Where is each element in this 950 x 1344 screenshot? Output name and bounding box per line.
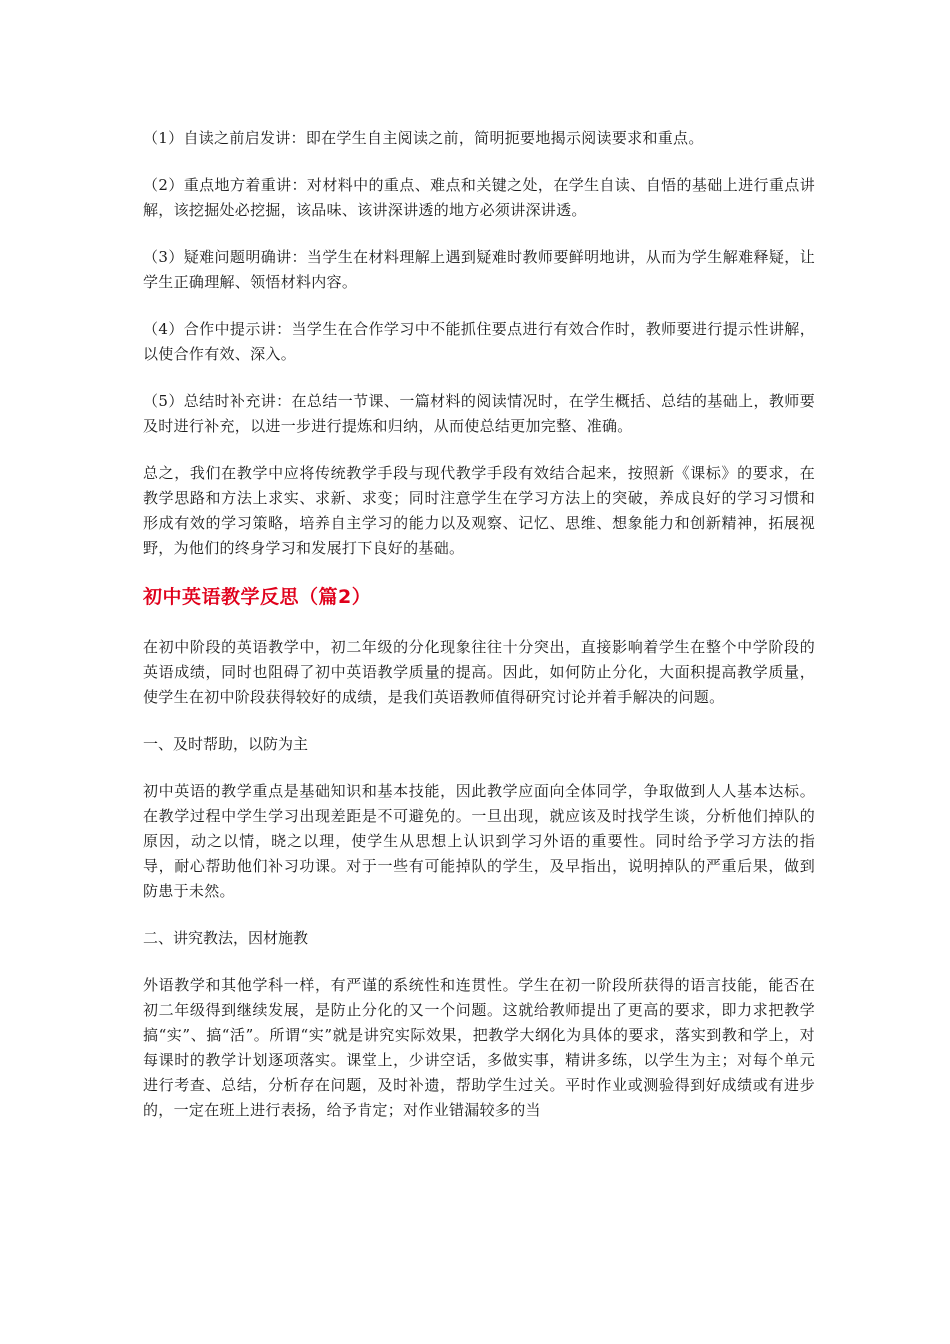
paragraph-lecture-2: （2）重点地方着重讲：对材料中的重点、难点和关键之处，在学生自读、自悟的基础上进行重点讲解，该挖掘处必挖掘，该品味、该讲深讲透的地方必须讲深讲透。 (143, 176, 815, 219)
paragraph-body-2: 外语教学和其他学科一样，有严谨的系统性和连贯性。学生在初一阶段所获得的语言技能，能否在初二年级得到继续发展，是防止分化的又一个问题。这就给教师提出了更高的要求，即力求把教学搞“实”、搞“活”。所谓“实”就是讲究实际效果，把教学大纲化为具体的要求，落实到教和学上，对每课时的教学计划逐项落实。课堂上，少讲空话，多做实事，精讲多练，以学生为主；对每个单元进行考查、总结，分析存在问题，及时补遗，帮助学生过关。平时作业或测验得到好成绩或有进步的，一定在班上进行表扬，给予肯定；对作业错漏较多的当 (143, 976, 815, 1119)
subheading-1: 一、及时帮助，以防为主 (143, 735, 309, 753)
paragraph-intro: 在初中阶段的英语教学中，初二年级的分化现象往往十分突出，直接影响着学生在整个中学阶段的英语成绩，同时也阻碍了初中英语教学质量的提高。因此，如何防止分化，大面积提高教学质量，使学生在初中阶段获得较好的成绩，是我们英语教师值得研究讨论并着手解决的问题。 (143, 638, 815, 706)
paragraph-body-1: 初中英语的教学重点是基础知识和基本技能，因此教学应面向全体同学，争取做到人人基本达标。在教学过程中学生学习出现差距是不可避免的。一旦出现，就应该及时找学生谈，分析他们掉队的原因，动之以情，晓之以理，使学生从思想上认识到学习外语的重要性。同时给予学习方法的指导，耐心帮助他们补习功课。对于一些有可能掉队的学生，及早指出，说明掉队的严重后果，做到防患于未然。 (143, 782, 815, 900)
paragraph-lecture-3: （3）疑难问题明确讲：当学生在材料理解上遇到疑难时教师要鲜明地讲，从而为学生解难释疑，让学生正确理解、领悟材料内容。 (143, 248, 815, 291)
subheading-2: 二、讲究教法，因材施教 (143, 929, 309, 947)
paragraph-lecture-5: （5）总结时补充讲：在总结一节课、一篇材料的阅读情况时，在学生概括、总结的基础上，教师要及时进行补充，以进一步进行提炼和归纳，从而使总结更加完整、准确。 (143, 392, 815, 435)
paragraph-lecture-1: （1）自读之前启发讲：即在学生自主阅读之前，简明扼要地揭示阅读要求和重点。 (143, 129, 704, 147)
paragraph-summary: 总之，我们在教学中应将传统教学手段与现代教学手段有效结合起来，按照新《课标》的要求，在教学思路和方法上求实、求新、求变；同时注意学生在学习方法上的突破，养成良好的学习习惯和形成有效的学习策略，培养自主学习的能力以及观察、记忆、思维、想象能力和创新精神，拓展视野，为他们的终身学习和发展打下良好的基础。 (143, 464, 815, 557)
section-heading: 初中英语教学反思（篇2） (143, 586, 372, 608)
document-page (143, 126, 815, 1145)
paragraph-lecture-4: （4）合作中提示讲：当学生在合作学习中不能抓住要点进行有效合作时，教师要进行提示性讲解，以使合作有效、深入。 (143, 320, 815, 363)
